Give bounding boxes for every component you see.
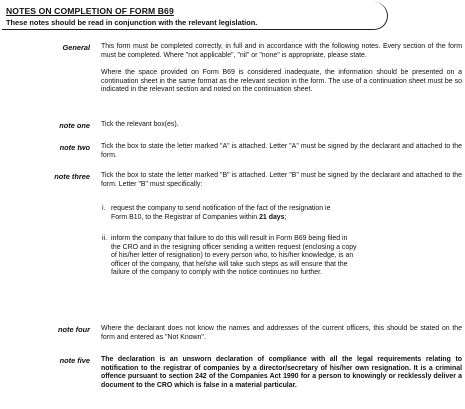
item-i-deadline: 21 days xyxy=(259,213,285,221)
note-one-label: note one xyxy=(59,121,90,130)
item-ii-number: ii. xyxy=(102,235,108,242)
item-i-text: request the company to send notification of the fact of the resignation ie Form B10, to the Registrar of Companies within xyxy=(111,205,331,221)
page-title: NOTES ON COMPLETION OF FORM B69 xyxy=(6,6,174,16)
note-three-text: Tick the box to state the letter marked "B" is attached. Letter "B" must be signed by the declarant and attached to the form. Letter "B" must specifically: xyxy=(101,172,462,188)
note-one-text: Tick the relevant box(es). xyxy=(101,121,179,128)
note-four-text: Where the declarant does not know the names and addresses of the current officers, this should be stated on the form and entered as "Not Known". xyxy=(101,325,462,341)
general-label: General xyxy=(62,43,90,52)
note-four-label: note four xyxy=(57,325,90,334)
item-i-end: ; xyxy=(284,213,287,221)
general-paragraph-1: This form must be completed correctly, in full and in accordance with the following notes. Every section of the form must be completed. Where "not applicable", "nil" or "none" is appropriate, please state. xyxy=(101,43,462,59)
note-five-label: note five xyxy=(59,356,90,365)
general-paragraph-2: Where the space provided on Form B69 is considered inadequate, the information should be presented on a continuation sheet in the same format as the relevant section in the form. The use of a continuation sheet must be so indicated in the relevant section and noted on the continuation sheet. xyxy=(101,69,462,94)
page-subtitle: These notes should be read in conjunction with the relevant legislation. xyxy=(6,18,258,27)
item-i-number: i. xyxy=(102,205,106,212)
header-box xyxy=(2,2,388,30)
note-five-text: The declaration is an unsworn declaration of compliance with all the legal requirements relating to notification to the registrar of companies by a director/secretary of his/her own resignation. It is a criminal offence pursuant to section 242 of the Companies Act 1990 for a person to knowingly or recklessly deliver a document to the CRO which is false in a material particular. xyxy=(101,356,462,390)
note-three-item-ii xyxy=(102,235,357,278)
note-two-label: note two xyxy=(59,143,90,152)
note-three-item-i xyxy=(102,205,337,222)
item-ii-text: inform the company that failure to do this will result in Form B69 being filed in the CRO and in the resigning officer sending a written request (enclosing a copy of his/her letter of resignation) to every person who, to his/her knowledge, is an officer of the company, that he/she will take such steps as will ensure that the failure of the company to comply with the notice continues no further. xyxy=(111,235,357,277)
note-two-text: Tick the box to state the letter marked "A" is attached. Letter "A" must be signed by the declarant and attached to the form. xyxy=(101,143,462,159)
note-three-label: note three xyxy=(54,172,90,181)
